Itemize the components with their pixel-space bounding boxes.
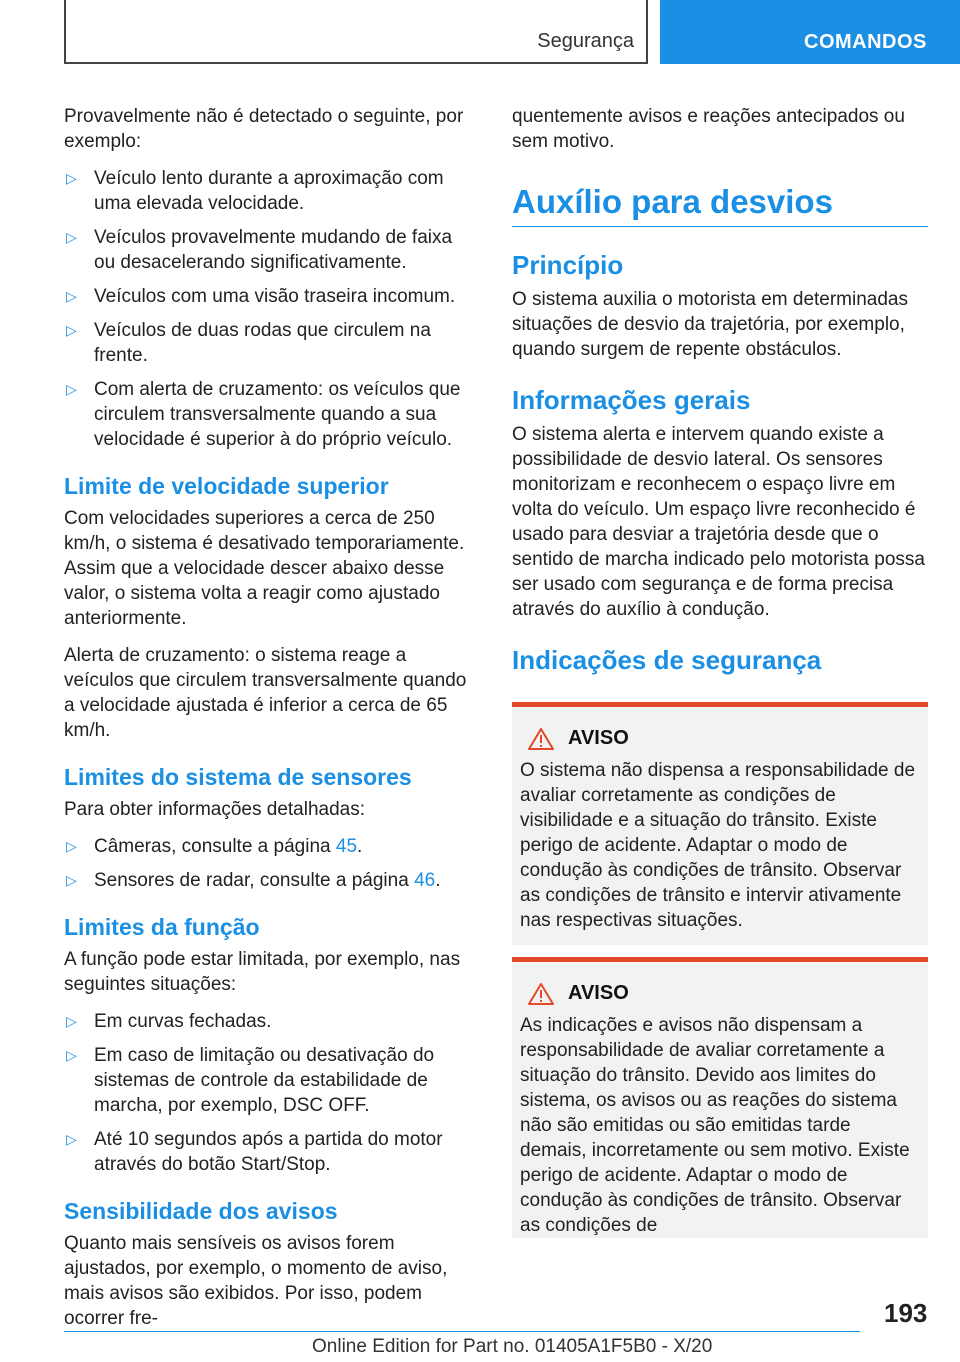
page-link-radar[interactable]: 46 [414,870,436,891]
footer-divider [64,1331,860,1332]
list-item: ▷ Veículos de duas rodas que circulem na frente. [66,320,431,366]
speed-limit-text: Com velocidades superiores a cerca de 250 km/h, o sistema é desativado temporariamente. Assim que a velocidade descer abaixo desse valor, o sistema volta a reagir como ajustado anteriormente. [64,508,465,629]
sensor-limits-intro: Para obter informações detalhadas: [64,799,366,820]
general-info-text: O sistema alerta e intervem quando existe a possibilidade de desvio lateral. Os sensores monitorizam e reconhecem o espaço livre em volta do veículo. Um espaço livre reconhecido é usado para desviar a trajetória desde que o sentido de marcha indicado pelo motorista possa ser usado com segurança e de forma precisa através do auxílio à condução. [512,424,925,620]
principle-text: O sistema auxilia o motorista em determinadas situações de desvio da trajetória, por exemplo, quando surgem de repente obstáculos. [512,289,908,360]
triangle-right-icon: ▷ [66,170,77,186]
continuation-text: quentemente avisos e reações antecipados ou sem motivo. [512,106,905,152]
header-chapter-label: COMANDOS [804,31,927,53]
triangle-right-icon: ▷ [66,229,77,245]
principle-heading: Princípio [512,250,624,280]
header-section-box [64,0,648,64]
triangle-right-icon: ▷ [66,381,77,397]
right-column [512,104,928,1238]
list-item: ▷ Sensores de radar, consulte a página 46. [66,870,441,891]
warning-triangle-icon [528,728,554,750]
triangle-right-icon: ▷ [66,1047,77,1063]
header-section-title: Segurança [537,30,634,52]
function-limits-list [64,1009,478,1177]
list-item: ▷ Com alerta de cruzamento: os veículos que circulem transversalmente quando a sua velocidade é superior à do próprio veículo. [66,379,461,450]
intro-text: Provavelmente não é detectado o seguinte, por exemplo: [64,106,464,152]
triangle-right-icon: ▷ [66,1013,77,1029]
list-item: ▷ Veículos com uma visão traseira incomum. [66,286,456,307]
sensor-limits-list [64,834,478,893]
warning-title: AVISO [568,727,629,749]
triangle-right-icon: ▷ [66,1131,77,1147]
sensitivity-heading: Sensibilidade dos avisos [64,1198,338,1224]
not-detected-list [64,166,478,452]
page-link-cameras[interactable]: 45 [335,836,358,857]
speed-limit-heading: Limite de velocidade superior [64,473,389,499]
evasion-assistant-heading: Auxílio para desvios [512,182,928,227]
warning-box [512,702,928,945]
list-item: ▷ Câmeras, consulte a página 45. [66,836,363,857]
function-limits-heading: Limites da função [64,914,260,940]
list-item: ▷ Em caso de limitação ou desativação do sistemas de controle da estabilidade de marcha, por exemplo, DSC OFF. [66,1045,435,1116]
warning-text: O sistema não dispensa a responsabilidade de avaliar corretamente as condições de visibilidade e a situação do trânsito. Existe perigo de acidente. Adaptar o modo de condução às condições de trânsito. Observar as condições de trânsito e intervir ativamente nas respectivas situações. [520,760,916,931]
cross-traffic-text: Alerta de cruzamento: o sistema reage a veículos que circulem transversalmente quando a velocidade ajustada é inferior a cerca de 65 km/h. [64,645,467,741]
triangle-right-icon: ▷ [66,322,77,338]
list-item: ▷ Até 10 segundos após a partida do motor através do botão Start/Stop. [66,1129,443,1175]
general-info-heading: Informações gerais [512,385,751,415]
list-item: ▷ Veículo lento durante a aproximação com uma elevada velocidade. [66,168,444,214]
warning-title: AVISO [568,982,629,1004]
sensitivity-text: Quanto mais sensíveis os avisos forem ajustados, por exemplo, o momento de aviso, mais avisos são exibidos. Por isso, podem ocorrer fre- [64,1233,448,1329]
page-number: 193 [884,1298,928,1328]
triangle-right-icon: ▷ [66,838,77,854]
safety-heading: Indicações de segurança [512,645,822,675]
triangle-right-icon: ▷ [66,288,77,304]
footer-edition: Online Edition for Part no. 01405A1F5B0 - X/20 [312,1336,713,1357]
list-item: ▷ Em curvas fechadas. [66,1011,272,1032]
warning-triangle-icon [528,983,554,1005]
warning-text: As indicações e avisos não dispensam a responsabilidade de avaliar corretamente a situação do trânsito. Devido aos limites do sistema, os avisos ou as reações do sistema não são emitidas ou são emitidas tarde demais, incorretamente ou sem motivo. Existe perigo de acidente. Adaptar o modo de condução às condições de trânsito. Observar as condições de [520,1015,910,1236]
left-column [64,104,478,1343]
warning-box [512,957,928,1238]
header-chapter-tab[interactable] [660,0,960,64]
function-limits-intro: A função pode estar limitada, por exemplo, nas seguintes situações: [64,949,461,995]
list-item: ▷ Veículos provavelmente mudando de faixa ou desacelerando significativamente. [66,227,453,273]
triangle-right-icon: ▷ [66,872,77,888]
sensor-limits-heading: Limites do sistema de sensores [64,764,412,790]
